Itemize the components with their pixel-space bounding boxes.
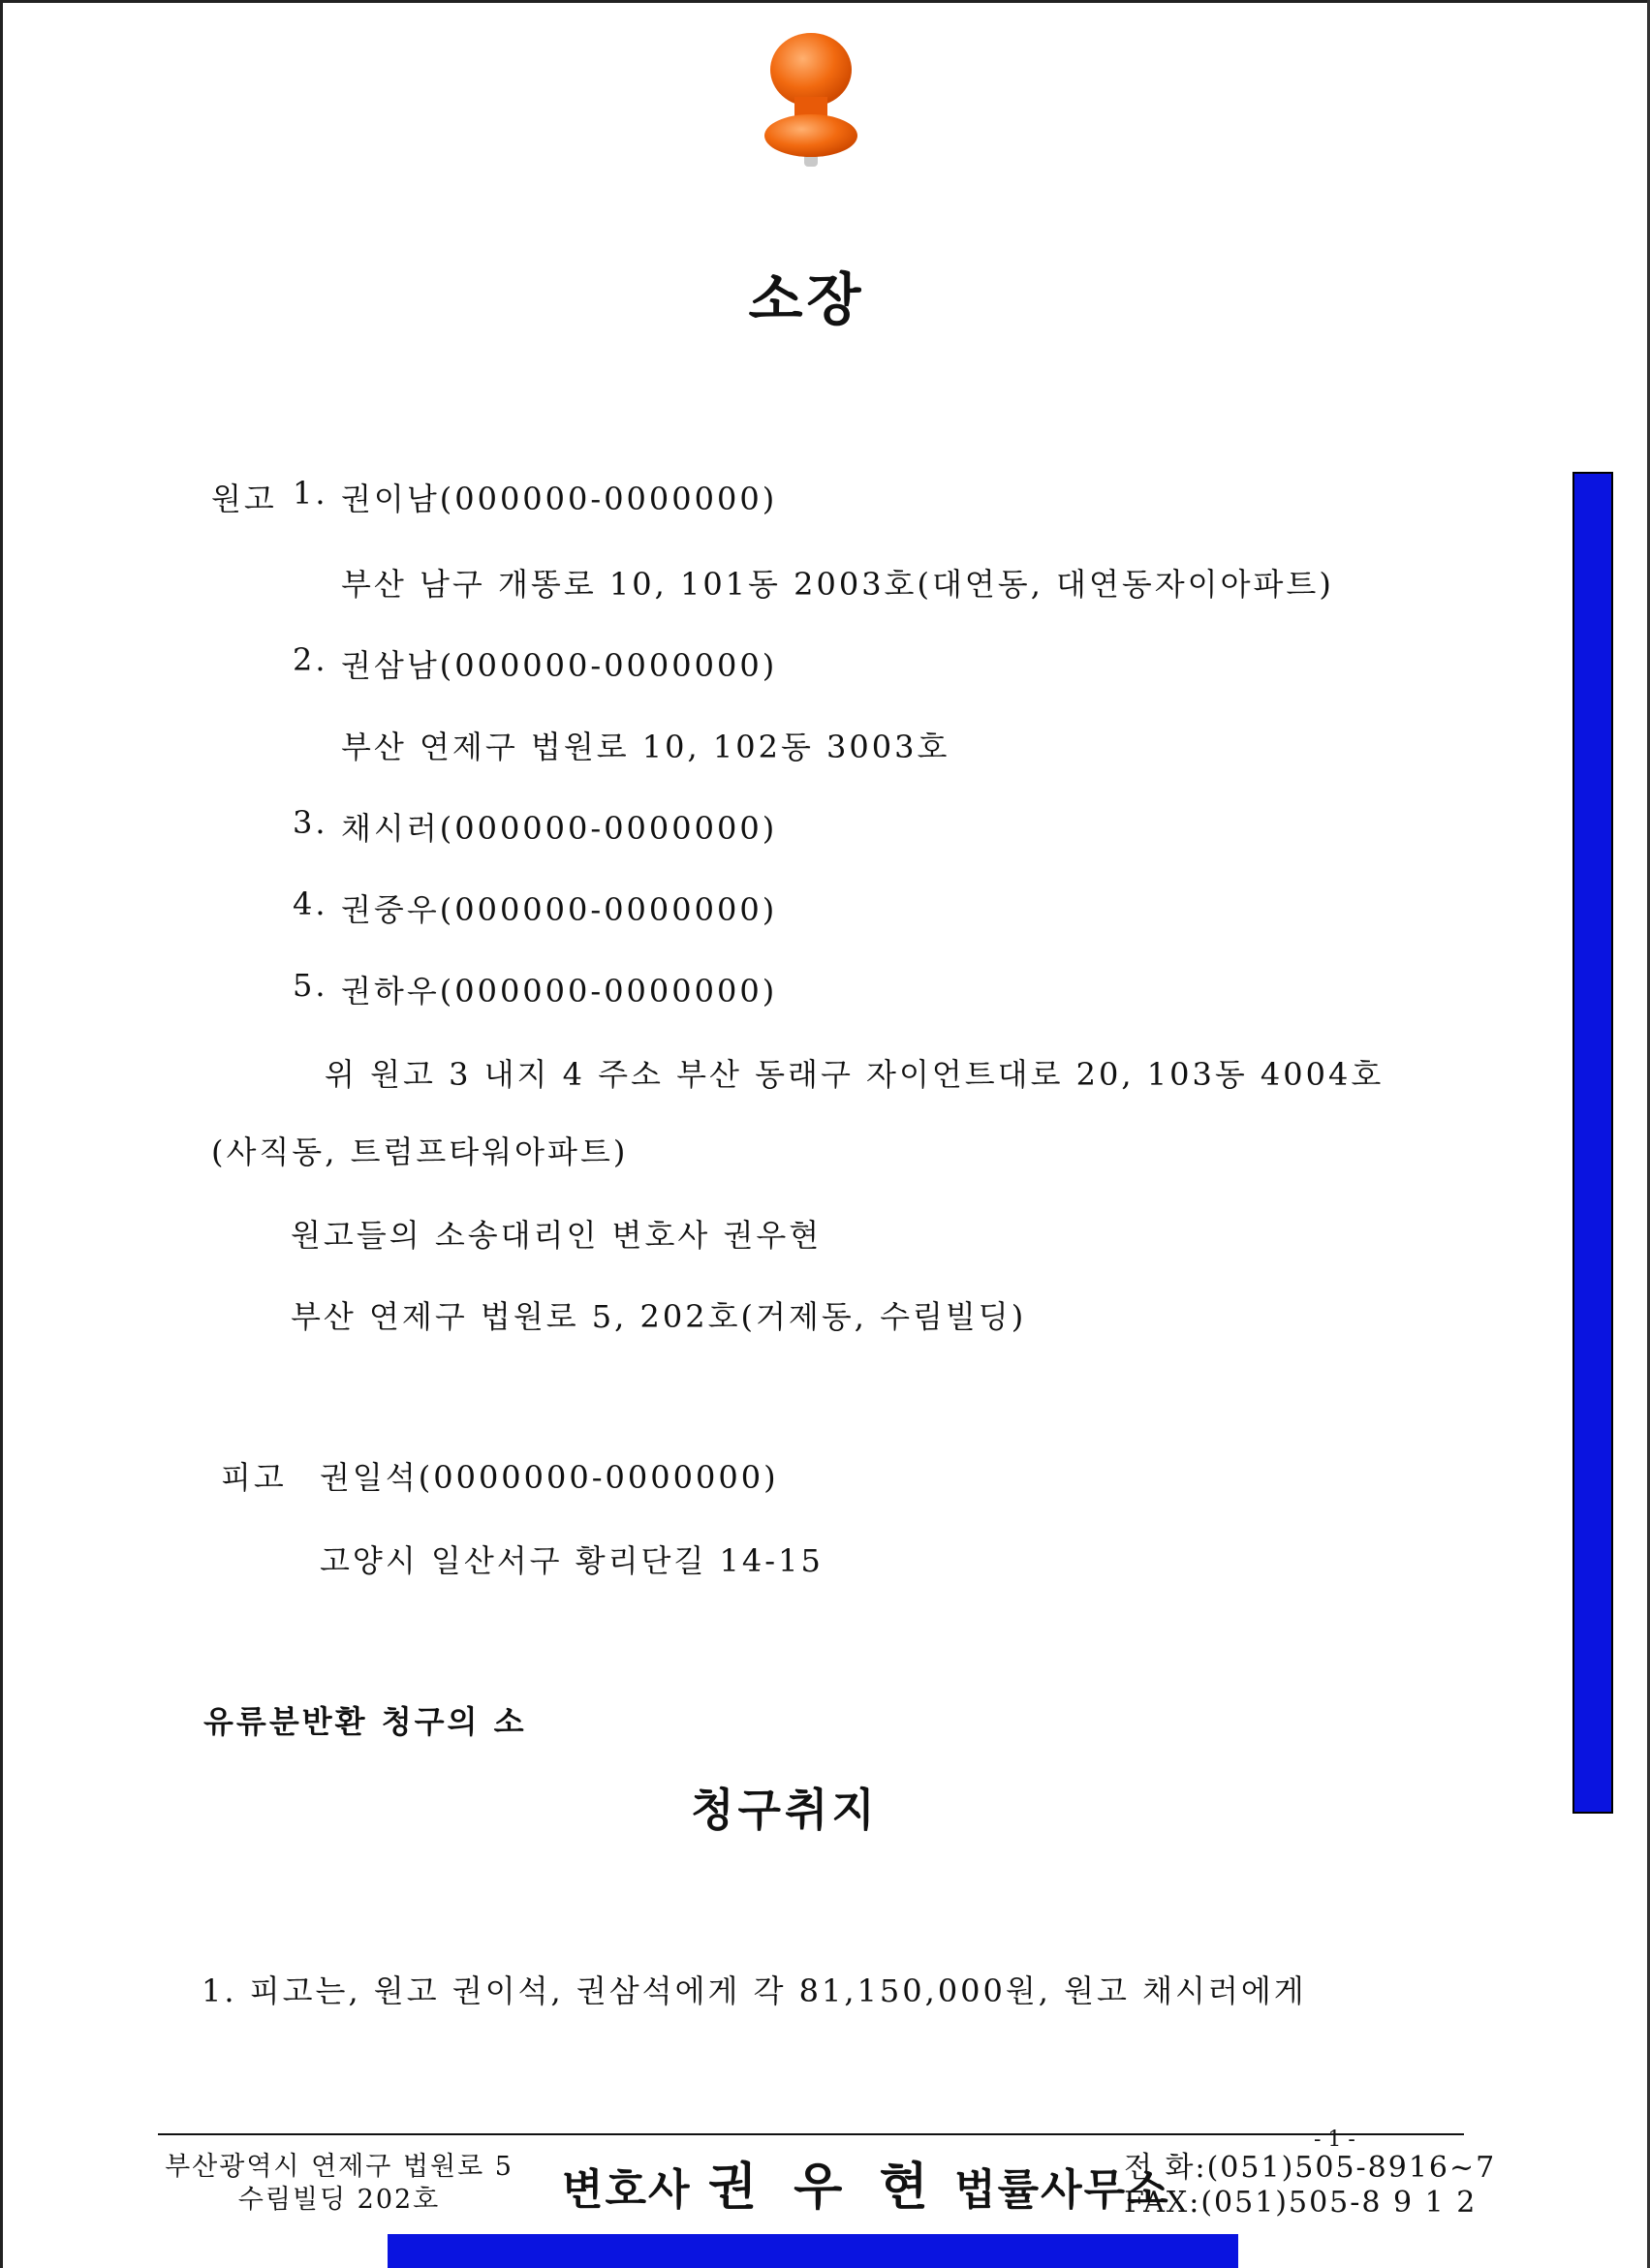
firm-prefix: 변호사	[562, 2165, 692, 2215]
plaintiff-1-name: 권이남(000000-0000000)	[341, 481, 778, 517]
shared-address: 위 원고 3 내지 4 주소 부산 동래구 자이언트대로 20, 103동 4004호	[325, 1056, 1385, 1093]
page-number: - 1 -	[1314, 2128, 1355, 2152]
footer-address	[155, 2151, 523, 2217]
plaintiff-5-number: 5.	[293, 967, 328, 1004]
page-border-left	[0, 0, 3, 2268]
document-title: 소장	[748, 266, 865, 332]
defendant-address: 고양시 일산서구 황리단길 14-15	[320, 1542, 824, 1579]
plaintiff-3-number: 3.	[293, 804, 328, 841]
plaintiff-1-address: 부산 남구 개똥로 10, 101동 2003호(대연동, 대연동자이아파트)	[341, 566, 1334, 603]
plaintiff-2-name: 권삼남(000000-0000000)	[341, 647, 778, 684]
footer-fax: FAX:(051)505-8 9 1 2	[1124, 2186, 1478, 2220]
footer-contact	[1124, 2151, 1496, 2221]
defendant-name: 권일석(0000000-0000000)	[320, 1459, 779, 1496]
pushpin-icon	[758, 29, 864, 174]
accent-bar-bottom	[388, 2234, 1238, 2268]
shared-address-continued: (사직동, 트럼프타워아파트)	[211, 1134, 629, 1170]
plaintiff-4-number: 4.	[293, 885, 328, 922]
plaintiff-2-address: 부산 연제구 법원로 10, 102동 3003호	[341, 729, 950, 765]
counsel-address: 부산 연제구 법원로 5, 202호(거제동, 수림빌딩)	[291, 1298, 1027, 1335]
footer-rule	[158, 2133, 1464, 2135]
footer-phone: 전 화:(051)505-8916~7	[1124, 2151, 1497, 2185]
footer-address-line-1: 부산광역시 연제구 법원로 5	[165, 2152, 514, 2182]
footer-address-line-2: 수림빌딩 202호	[237, 2185, 441, 2215]
footer-firm-name	[562, 2146, 1170, 2219]
claim-heading: 청구취지	[691, 1784, 879, 1836]
plaintiff-2-number: 2.	[293, 641, 328, 678]
firm-suffix: 법률사무소	[954, 2165, 1170, 2215]
page-border-top	[0, 0, 1650, 3]
plaintiff-4-name: 권중우(000000-0000000)	[341, 891, 778, 928]
accent-bar-right	[1572, 472, 1613, 1814]
claim-item-1: 1. 피고는, 원고 권이석, 권삼석에게 각 81,150,000원, 원고 채시러에게	[202, 1973, 1307, 2009]
case-name: 유류분반환 청구의 소	[203, 1703, 527, 1740]
defendant-label: 피고	[221, 1459, 287, 1496]
plaintiff-label: 원고	[211, 481, 277, 517]
plaintiff-1-number: 1.	[293, 475, 328, 512]
plaintiff-3-name: 채시러(000000-0000000)	[341, 810, 778, 847]
firm-lawyer-name: 권 우 현	[707, 2159, 938, 2217]
plaintiff-5-name: 권하우(000000-0000000)	[341, 973, 778, 1010]
counsel: 원고들의 소송대리인 변호사 권우현	[291, 1217, 823, 1254]
